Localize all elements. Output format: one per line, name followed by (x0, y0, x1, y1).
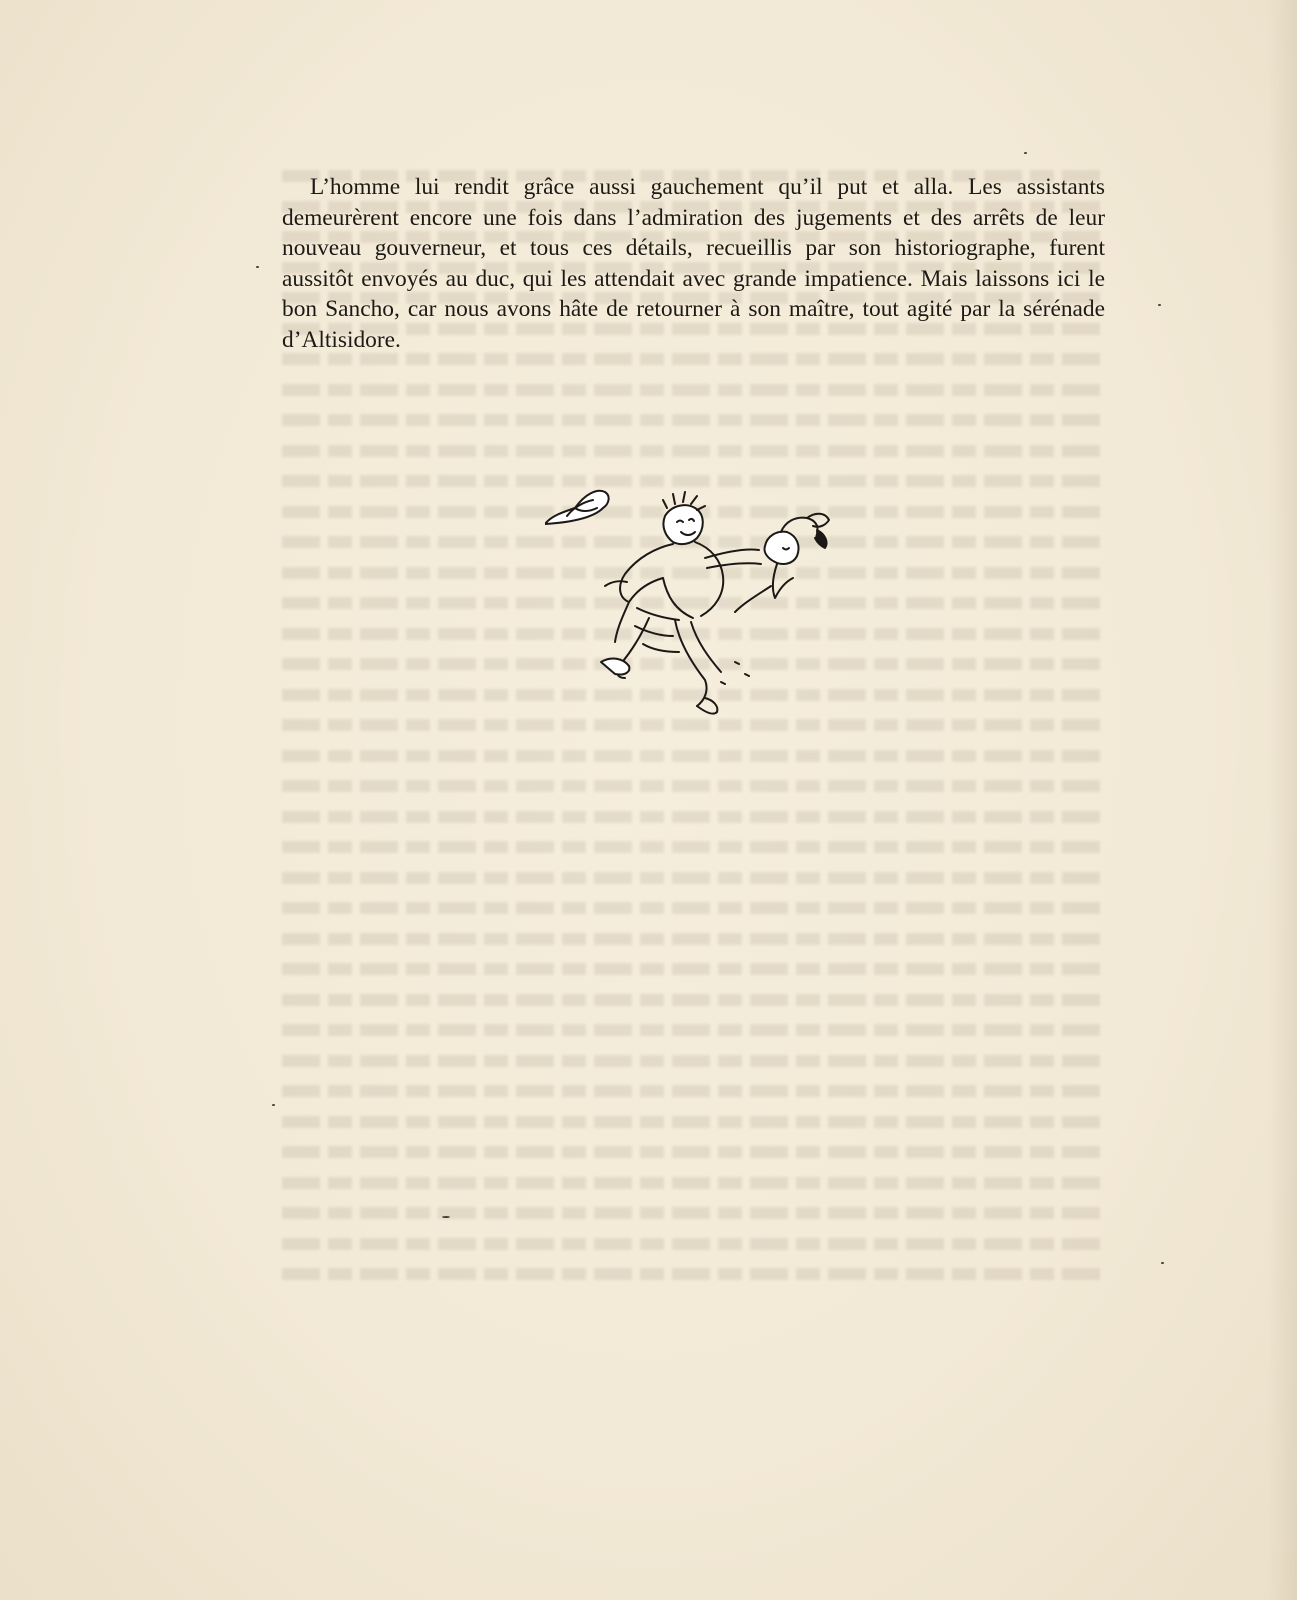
body-paragraph: L’homme lui rendit grâce aussi gauchement qu’il put et alla. Les assistants demeurèrent encore une fois dans l’admiration des jugements et des arrêts de leur nouveau gouverneur, et tous ces détails, recueillis par son historiographe, furent aussitôt envoyés au duc, qui les attendait avec grande impatience. Mais laissons ici le bon Sancho, car nous avons hâte de retourner à son maître, tout agité par la sérénade d’Altisidore. (282, 174, 1105, 353)
page-edge-shadow (1267, 0, 1297, 1600)
dancing-couple-sketch-icon (545, 486, 850, 736)
